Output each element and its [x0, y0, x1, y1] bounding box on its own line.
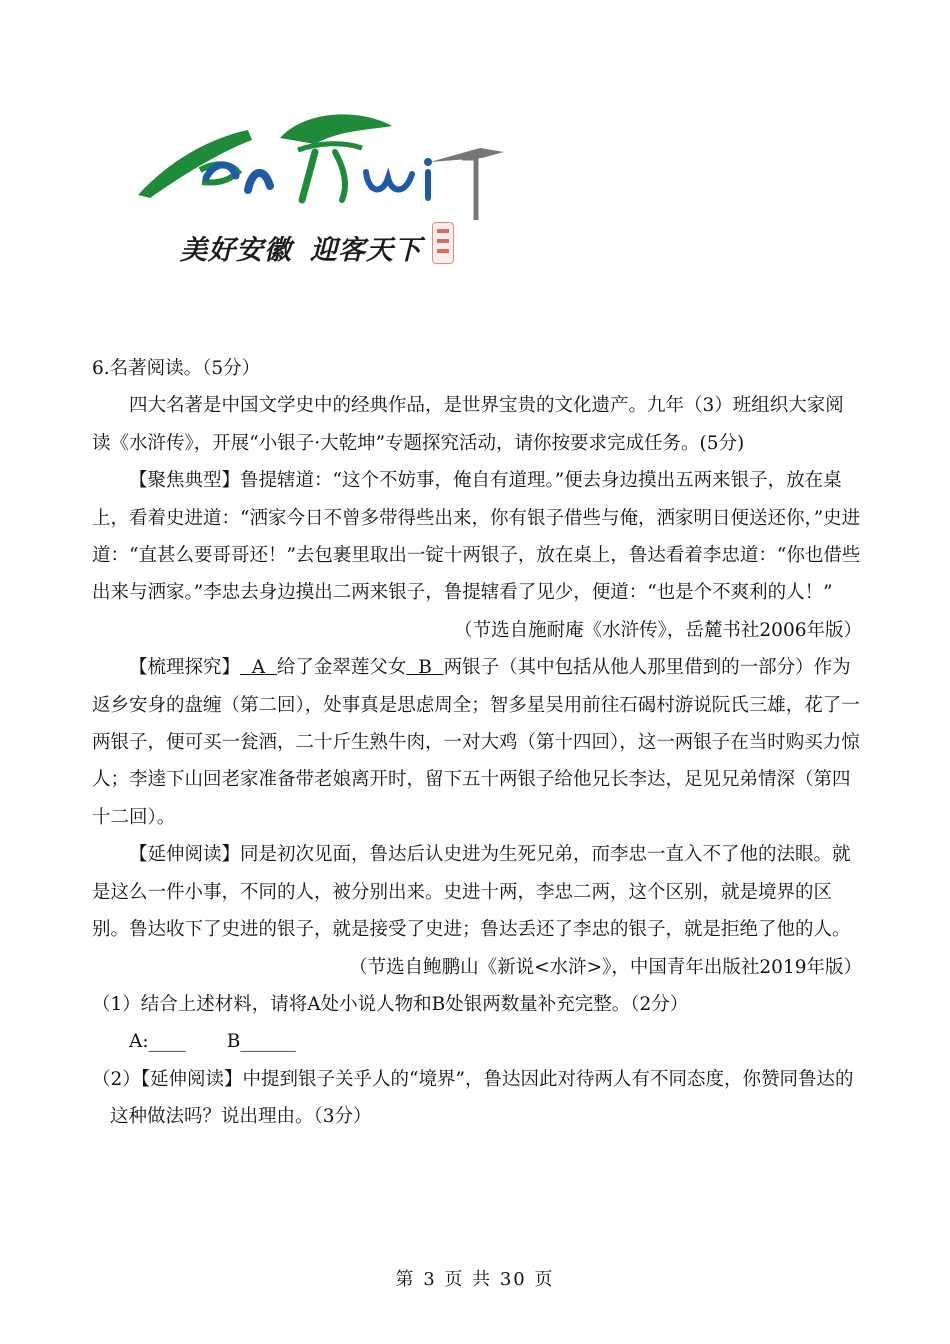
- sort-text: 两银子（其中包括从他人那里借到的一部分）作为返乡安身的盘缠（第二回），处事真是思虑周全；智多星吴用前往石碣村游说阮氏三雄，花了一两银子，便可买一瓮酒，二十斤生熟牛肉，一对大鸡（第十四回），这一两银子在当时购买力惊人；李逵下山回老家准备带老娘离开时，留下五十两银子给他兄长李达，足见兄弟情深（第四十二回）。: [92, 657, 860, 828]
- tagline-right: 迎客天下: [310, 235, 422, 266]
- sort-label: 【梳理探究】: [129, 657, 241, 679]
- tagline-left: 美好安徽: [180, 235, 292, 266]
- answer-blanks: [92, 1023, 862, 1060]
- sort-mid: 给了金翠莲父女: [276, 657, 407, 679]
- focus-source: （节选自施耐庵《水浒传》，岳麓书社2006年版）: [454, 619, 862, 641]
- anhui-logo: [130, 100, 510, 270]
- ext-paragraph: [92, 836, 862, 948]
- focus-text: 鲁提辖道：“这个不妨事，俺自有道理。”便去身边摸出五两来银子，放在桌上，看着史进道：“洒家今日不曾多带得些出来，你有银子借些与俺，洒家明日便送还你，”史进道：“直甚么要哥哥还！”去包裹里取出一锭十两银子，放在桌上，鲁达看着李忠道：“你也借些出来与洒家。”李忠去身边摸出二两来银子，鲁提辖看了见少，便道：“也是个不爽利的人！”: [92, 470, 861, 604]
- focus-paragraph: [92, 462, 862, 612]
- page-footer: 第 3 页 共 30 页: [395, 1269, 555, 1290]
- answer-b: B______: [226, 1031, 296, 1053]
- intro-paragraph: [92, 387, 862, 462]
- logo-tagline: [180, 228, 422, 267]
- anhui-wordmark-graphic: [130, 100, 510, 220]
- blank-b: B: [418, 657, 432, 679]
- blank-a: A: [251, 657, 266, 679]
- seal-stamp: [432, 222, 454, 264]
- answer-a: A:____: [129, 1031, 186, 1053]
- ext-text: 同是初次见面，鲁达后认史进为生死兄弟，而李忠一直入不了他的法眼。就是这么一件小事，不同的人，被分别出来。史进十两，李忠二两，这个区别，就是境界的区别。鲁达收下了史进的银子，就是接受了史进；鲁达丢还了李忠的银子，就是拒绝了他的人。: [92, 844, 851, 941]
- sub-question-2: （2）【延伸阅读】中提到银子关乎人的“境界”，鲁达因此对待两人有不同态度，你赞同鲁达的这种做法吗？说出理由。（3分）: [92, 1068, 854, 1128]
- sub-question-1: （1）结合上述材料，请将A处小说人物和B处银两数量补充完整。（2分）: [92, 993, 689, 1015]
- ext-source: （节选自鲍鹏山《新说<水浒>》，中国青年出版社2019年版）: [349, 956, 862, 978]
- question-heading: 6.名著阅读。（5分）: [92, 358, 261, 379]
- intro-text: 四大名著是中国文学史中的经典作品，是世界宝贵的文化遗产。九年（3）班组织大家阅读《水浒传》，开展“小银子·大乾坤”专题探究活动，请你按要求完成任务。(5分): [92, 395, 844, 454]
- focus-label: 【聚焦典型】: [129, 470, 241, 492]
- ext-label: 【延伸阅读】: [129, 844, 241, 866]
- sort-paragraph: [92, 649, 862, 836]
- question-content: [92, 350, 862, 1136]
